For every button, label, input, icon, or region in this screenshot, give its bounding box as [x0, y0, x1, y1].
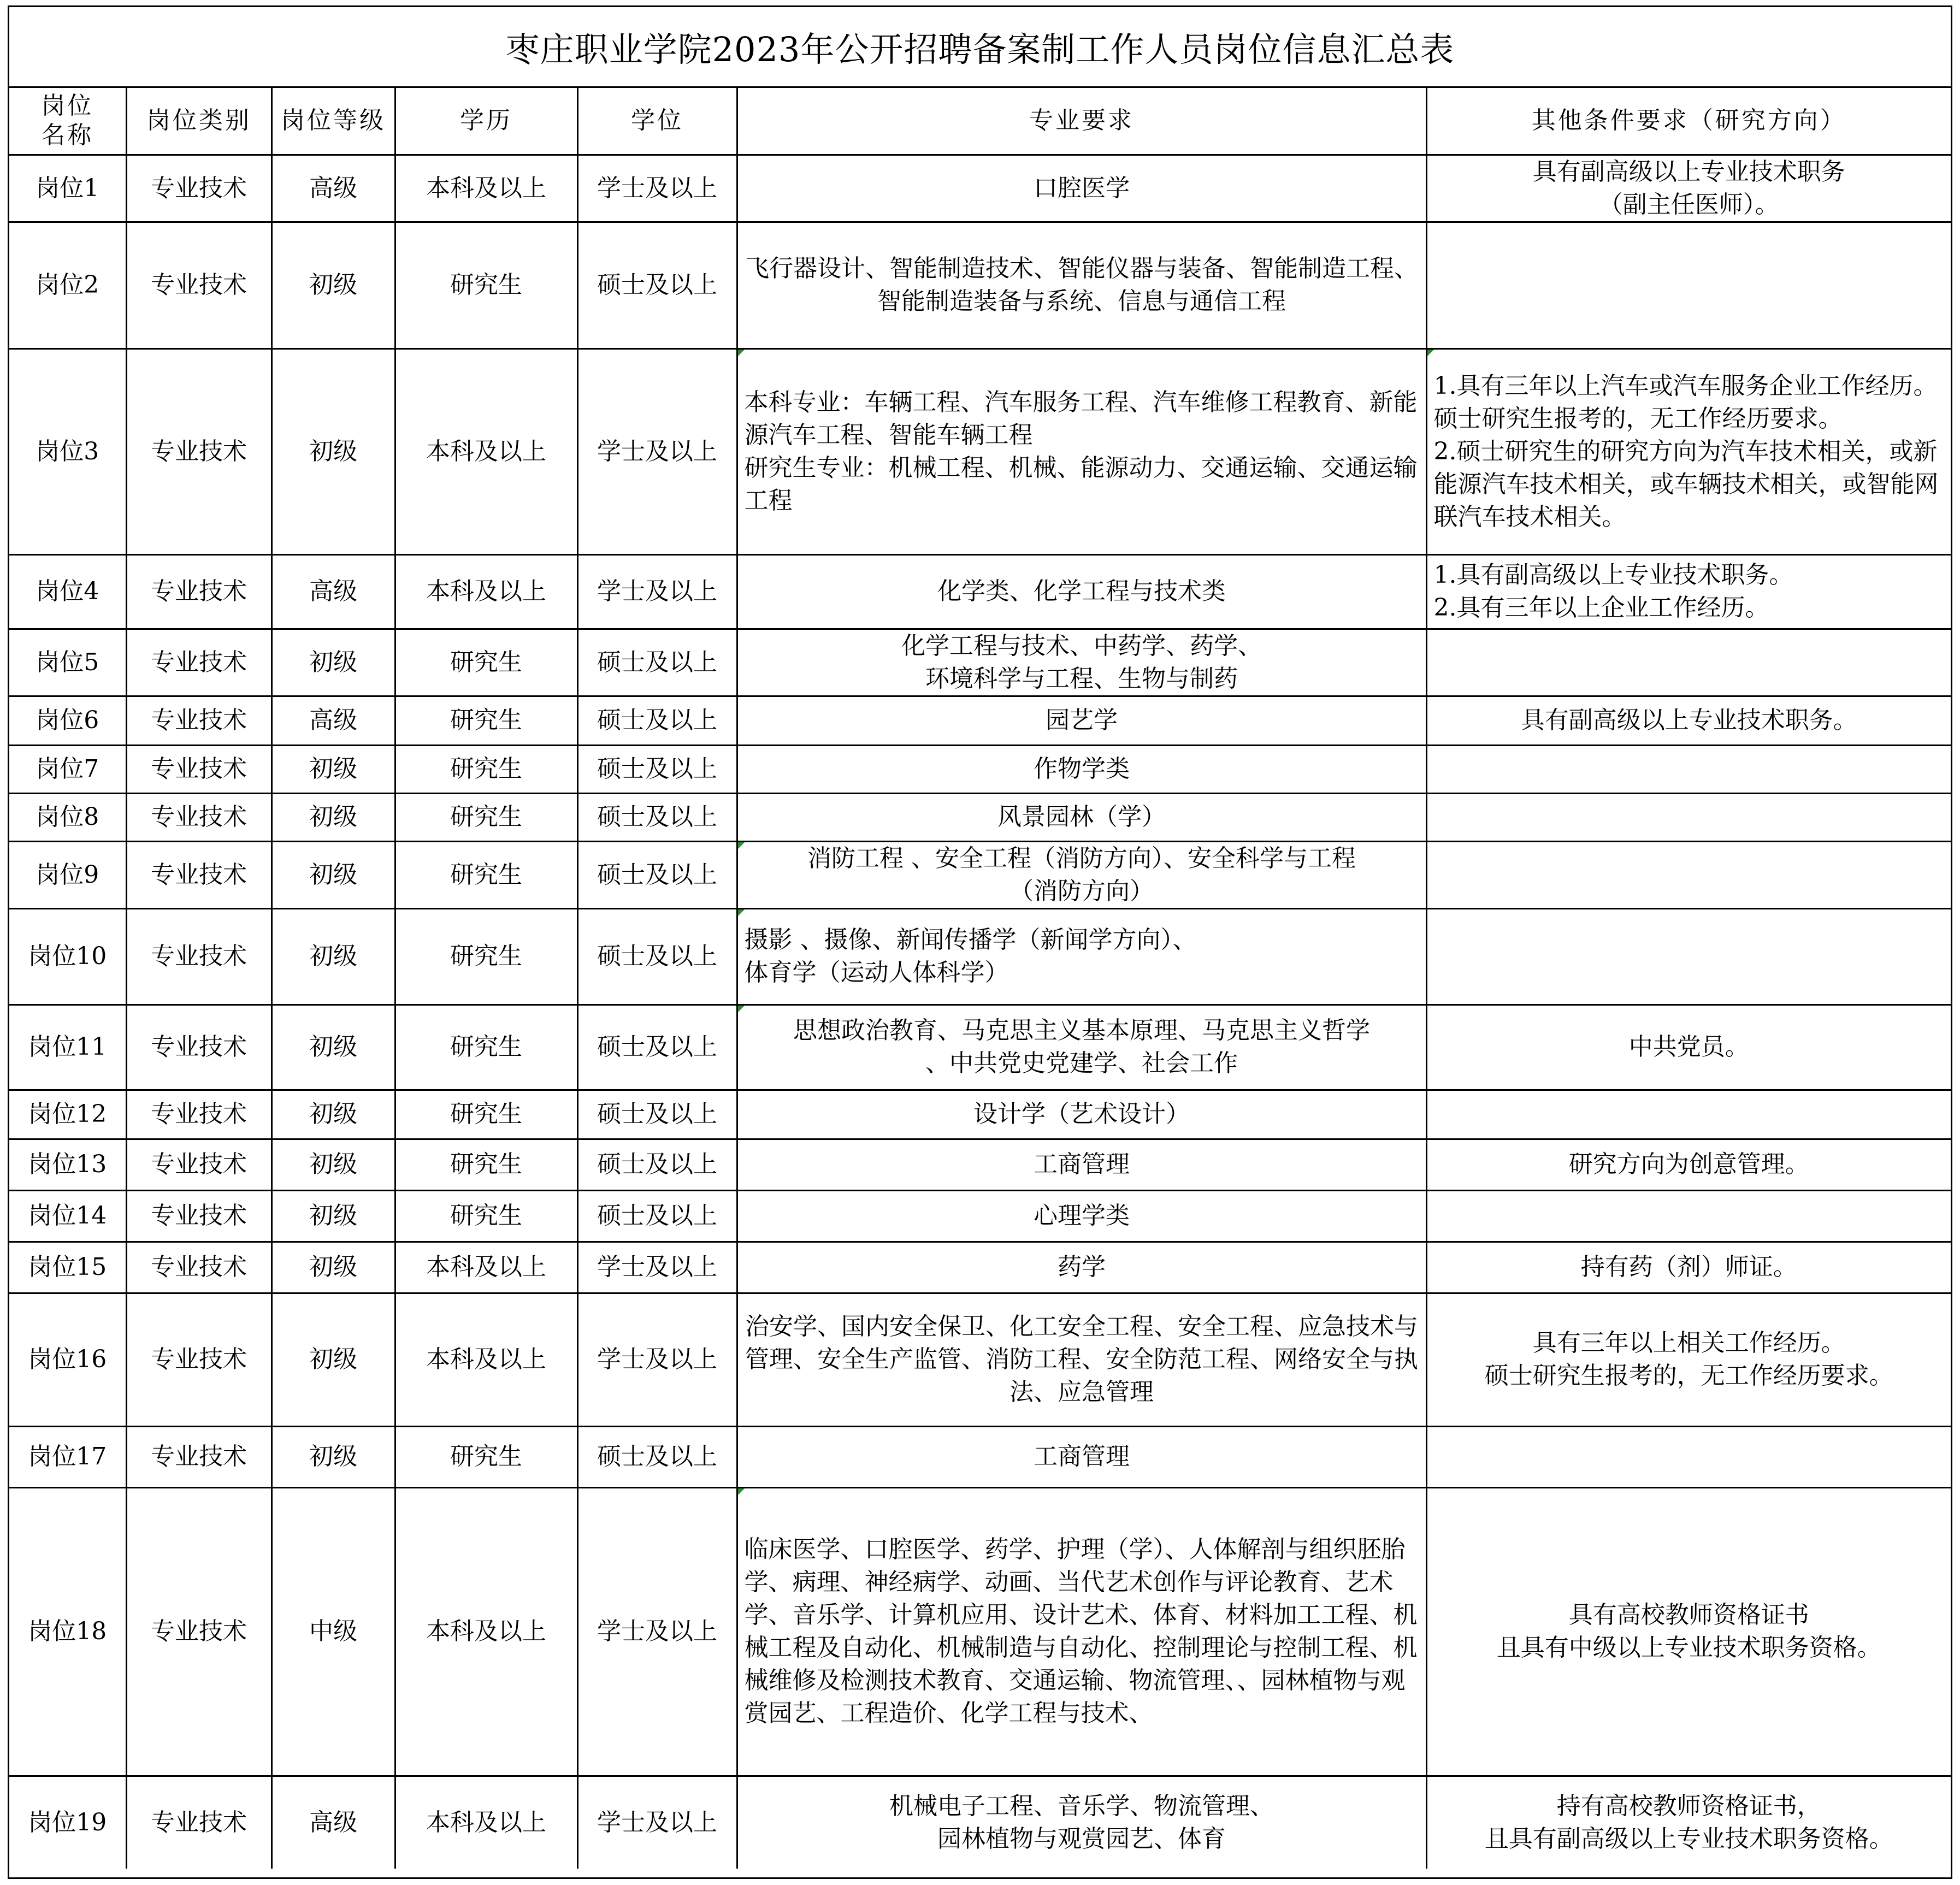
- cell-other-requirements: 具有副高级以上专业技术职务。: [1426, 696, 1951, 745]
- header-level: 岗位等级: [271, 88, 395, 155]
- table-row: [9, 1004, 1951, 1090]
- cell-major: 临床医学、口腔医学、药学、护理（学）、人体解剖与组织胚胎学、病理、神经病学、动画、当代艺术创作与评论教育、艺术学、音乐学、计算机应用、设计艺术、体育、材料加工工程、机械工程及自动化、机械制造与自动化、控制理论与控制工程、机械维修及检测技术教育、交通运输、物流管理、、园林植物与观赏园艺、工程造价、化学工程与技术、: [737, 1487, 1426, 1776]
- cell-degree: 学士及以上: [577, 554, 737, 629]
- cell-education: 研究生: [395, 841, 577, 908]
- cell-level: 初级: [271, 1426, 395, 1487]
- cell-major: 作物学类: [737, 745, 1426, 793]
- cell-degree: 硕士及以上: [577, 1190, 737, 1242]
- table-row: [9, 1487, 1951, 1776]
- cell-other-requirements: [1426, 222, 1951, 348]
- cell-position-name: 岗位18: [9, 1487, 126, 1776]
- table-row: [9, 696, 1951, 745]
- spreadsheet: [8, 5, 1952, 1879]
- header-category: 岗位类别: [126, 88, 271, 155]
- cell-major: 工商管理: [737, 1139, 1426, 1190]
- cell-major: 心理学类: [737, 1190, 1426, 1242]
- cell-category: 专业技术: [126, 629, 271, 696]
- cell-major: 园艺学: [737, 696, 1426, 745]
- cell-other-requirements: [1426, 745, 1951, 793]
- cell-position-name: 岗位3: [9, 348, 126, 554]
- cell-major: 摄影 、摄像、新闻传播学（新闻学方向）、 体育学（运动人体科学）: [737, 908, 1426, 1004]
- cell-position-name: 岗位1: [9, 155, 126, 222]
- cell-degree: 硕士及以上: [577, 1090, 737, 1139]
- cell-major: 口腔医学: [737, 155, 1426, 222]
- cell-education: 本科及以上: [395, 1293, 577, 1426]
- cell-other-requirements: [1426, 1190, 1951, 1242]
- table-title: 枣庄职业学院2023年公开招聘备案制工作人员岗位信息汇总表: [9, 7, 1951, 88]
- cell-degree: 学士及以上: [577, 155, 737, 222]
- cell-position-name: 岗位6: [9, 696, 126, 745]
- cell-position-name: 岗位5: [9, 629, 126, 696]
- cell-category: 专业技术: [126, 1242, 271, 1293]
- header-row: [9, 88, 1951, 155]
- cell-other-requirements: 具有三年以上相关工作经历。 硕士研究生报考的，无工作经历要求。: [1426, 1293, 1951, 1426]
- cell-category: 专业技术: [126, 1293, 271, 1426]
- cell-category: 专业技术: [126, 554, 271, 629]
- cell-degree: 硕士及以上: [577, 222, 737, 348]
- cell-other-requirements: 研究方向为创意管理。: [1426, 1139, 1951, 1190]
- cell-level: 初级: [271, 629, 395, 696]
- cell-other-requirements: 具有副高级以上专业技术职务 （副主任医师）。: [1426, 155, 1951, 222]
- cell-category: 专业技术: [126, 1426, 271, 1487]
- table-row: [9, 1293, 1951, 1426]
- cell-level: 高级: [271, 696, 395, 745]
- cell-other-requirements: 1.具有副高级以上专业技术职务。 2.具有三年以上企业工作经历。: [1426, 554, 1951, 629]
- cell-category: 专业技术: [126, 1004, 271, 1090]
- cell-major: 飞行器设计、智能制造技术、智能仪器与装备、智能制造工程、智能制造装备与系统、信息与通信工程: [737, 222, 1426, 348]
- cell-level: 初级: [271, 222, 395, 348]
- cell-degree: 硕士及以上: [577, 745, 737, 793]
- cell-degree: 硕士及以上: [577, 629, 737, 696]
- cell-level: 高级: [271, 155, 395, 222]
- cell-level: 中级: [271, 1487, 395, 1776]
- cell-level: 初级: [271, 1090, 395, 1139]
- cell-other-requirements: [1426, 1426, 1951, 1487]
- cell-level: 高级: [271, 1776, 395, 1869]
- cell-education: 研究生: [395, 793, 577, 841]
- cell-level: 初级: [271, 908, 395, 1004]
- cell-degree: 硕士及以上: [577, 841, 737, 908]
- cell-education: 研究生: [395, 696, 577, 745]
- cell-degree: 学士及以上: [577, 348, 737, 554]
- cell-major: 思想政治教育、马克思主义基本原理、马克思主义哲学 、中共党史党建学、社会工作: [737, 1004, 1426, 1090]
- table-row: [9, 1190, 1951, 1242]
- cell-degree: 学士及以上: [577, 1776, 737, 1869]
- cell-education: 研究生: [395, 1426, 577, 1487]
- cell-major: 治安学、国内安全保卫、化工安全工程、安全工程、应急技术与管理、安全生产监管、消防工程、安全防范工程、网络安全与执法、应急管理: [737, 1293, 1426, 1426]
- cell-position-name: 岗位13: [9, 1139, 126, 1190]
- table-row: [9, 1090, 1951, 1139]
- cell-position-name: 岗位9: [9, 841, 126, 908]
- cell-category: 专业技术: [126, 1487, 271, 1776]
- cell-position-name: 岗位11: [9, 1004, 126, 1090]
- cell-category: 专业技术: [126, 908, 271, 1004]
- table-row: [9, 1139, 1951, 1190]
- cell-position-name: 岗位2: [9, 222, 126, 348]
- cell-level: 初级: [271, 1004, 395, 1090]
- cell-other-requirements: 持有高校教师资格证书， 且具有副高级以上专业技术职务资格。: [1426, 1776, 1951, 1869]
- cell-level: 高级: [271, 554, 395, 629]
- header-other: 其他条件要求（研究方向）: [1426, 88, 1951, 155]
- cell-category: 专业技术: [126, 745, 271, 793]
- cell-education: 研究生: [395, 1139, 577, 1190]
- cell-education: 本科及以上: [395, 554, 577, 629]
- cell-degree: 硕士及以上: [577, 793, 737, 841]
- cell-position-name: 岗位12: [9, 1090, 126, 1139]
- table-row: [9, 1776, 1951, 1869]
- header-degree: 学位: [577, 88, 737, 155]
- cell-education: 本科及以上: [395, 348, 577, 554]
- cell-major: 本科专业：车辆工程、汽车服务工程、汽车维修工程教育、新能源汽车工程、智能车辆工程 研究生专业：机械工程、机械、能源动力、交通运输、交通运输工程: [737, 348, 1426, 554]
- table-row: [9, 745, 1951, 793]
- cell-category: 专业技术: [126, 222, 271, 348]
- cell-major: 消防工程 、安全工程（消防方向）、安全科学与工程 （消防方向）: [737, 841, 1426, 908]
- cell-degree: 硕士及以上: [577, 1426, 737, 1487]
- cell-level: 初级: [271, 1139, 395, 1190]
- table-row: [9, 793, 1951, 841]
- table-row: [9, 1426, 1951, 1487]
- cell-position-name: 岗位14: [9, 1190, 126, 1242]
- cell-category: 专业技术: [126, 1139, 271, 1190]
- cell-other-requirements: 持有药（剂）师证。: [1426, 1242, 1951, 1293]
- cell-education: 本科及以上: [395, 1242, 577, 1293]
- cell-other-requirements: 中共党员。: [1426, 1004, 1951, 1090]
- positions-table: [9, 88, 1951, 1869]
- cell-level: 初级: [271, 745, 395, 793]
- cell-education: 研究生: [395, 222, 577, 348]
- cell-major: 化学工程与技术、中药学、药学、 环境科学与工程、生物与制药: [737, 629, 1426, 696]
- cell-other-requirements: [1426, 908, 1951, 1004]
- cell-education: 研究生: [395, 1004, 577, 1090]
- cell-education: 研究生: [395, 745, 577, 793]
- cell-degree: 硕士及以上: [577, 1139, 737, 1190]
- cell-level: 初级: [271, 841, 395, 908]
- table-row: [9, 155, 1951, 222]
- cell-level: 初级: [271, 1190, 395, 1242]
- cell-category: 专业技术: [126, 793, 271, 841]
- header-education: 学历: [395, 88, 577, 155]
- cell-position-name: 岗位10: [9, 908, 126, 1004]
- cell-position-name: 岗位7: [9, 745, 126, 793]
- cell-degree: 硕士及以上: [577, 908, 737, 1004]
- cell-position-name: 岗位19: [9, 1776, 126, 1869]
- cell-category: 专业技术: [126, 1776, 271, 1869]
- table-row: [9, 629, 1951, 696]
- cell-category: 专业技术: [126, 1090, 271, 1139]
- cell-category: 专业技术: [126, 696, 271, 745]
- cell-degree: 硕士及以上: [577, 1004, 737, 1090]
- table-row: [9, 348, 1951, 554]
- cell-education: 研究生: [395, 908, 577, 1004]
- cell-level: 初级: [271, 1293, 395, 1426]
- cell-position-name: 岗位8: [9, 793, 126, 841]
- cell-education: 研究生: [395, 1090, 577, 1139]
- cell-degree: 硕士及以上: [577, 696, 737, 745]
- cell-other-requirements: 1.具有三年以上汽车或汽车服务企业工作经历。硕士研究生报考的，无工作经历要求。 2.硕士研究生的研究方向为汽车技术相关，或新能源汽车技术相关，或车辆技术相关，或智能网联汽车技术相关。: [1426, 348, 1951, 554]
- cell-level: 初级: [271, 793, 395, 841]
- cell-education: 本科及以上: [395, 1487, 577, 1776]
- cell-major: 机械电子工程、音乐学、物流管理、 园林植物与观赏园艺、体育: [737, 1776, 1426, 1869]
- header-major: 专业要求: [737, 88, 1426, 155]
- cell-category: 专业技术: [126, 841, 271, 908]
- table-row: [9, 908, 1951, 1004]
- cell-education: 研究生: [395, 1190, 577, 1242]
- table-row: [9, 1242, 1951, 1293]
- cell-position-name: 岗位15: [9, 1242, 126, 1293]
- cell-other-requirements: [1426, 793, 1951, 841]
- cell-level: 初级: [271, 348, 395, 554]
- cell-position-name: 岗位4: [9, 554, 126, 629]
- cell-major: 风景园林（学）: [737, 793, 1426, 841]
- cell-education: 本科及以上: [395, 1776, 577, 1869]
- cell-major: 工商管理: [737, 1426, 1426, 1487]
- cell-category: 专业技术: [126, 155, 271, 222]
- cell-education: 本科及以上: [395, 155, 577, 222]
- table-row: [9, 554, 1951, 629]
- cell-major: 设计学（艺术设计）: [737, 1090, 1426, 1139]
- header-position-name: 岗位 名称: [9, 88, 126, 155]
- cell-other-requirements: 具有高校教师资格证书 且具有中级以上专业技术职务资格。: [1426, 1487, 1951, 1776]
- cell-other-requirements: [1426, 629, 1951, 696]
- cell-category: 专业技术: [126, 1190, 271, 1242]
- cell-other-requirements: [1426, 1090, 1951, 1139]
- cell-category: 专业技术: [126, 348, 271, 554]
- cell-education: 研究生: [395, 629, 577, 696]
- cell-position-name: 岗位16: [9, 1293, 126, 1426]
- cell-level: 初级: [271, 1242, 395, 1293]
- cell-other-requirements: [1426, 841, 1951, 908]
- table-row: [9, 222, 1951, 348]
- cell-major: 药学: [737, 1242, 1426, 1293]
- cell-degree: 学士及以上: [577, 1487, 737, 1776]
- cell-degree: 学士及以上: [577, 1242, 737, 1293]
- cell-degree: 学士及以上: [577, 1293, 737, 1426]
- table-row: [9, 841, 1951, 908]
- cell-major: 化学类、化学工程与技术类: [737, 554, 1426, 629]
- cell-position-name: 岗位17: [9, 1426, 126, 1487]
